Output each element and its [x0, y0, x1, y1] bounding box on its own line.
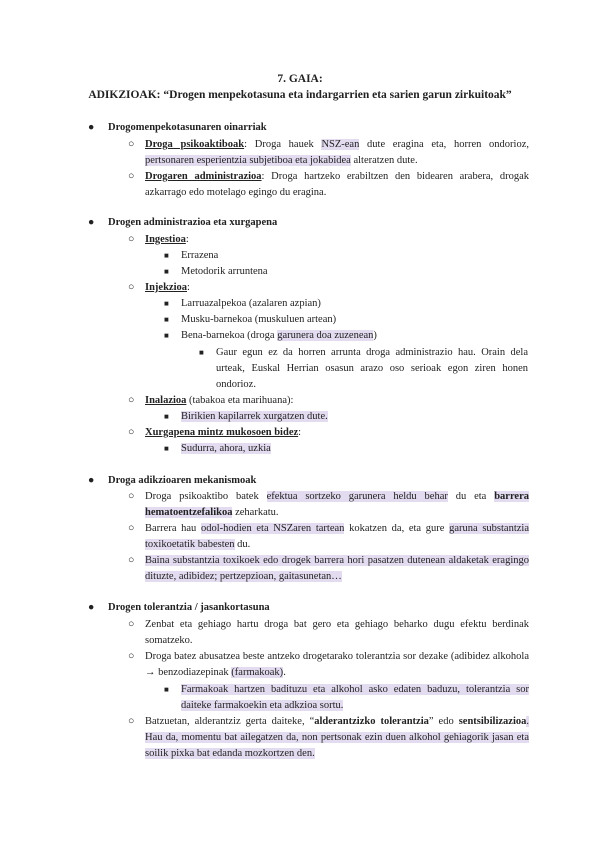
bullet-square: ■ — [164, 412, 169, 421]
sub-item: Birikien kapilarrek xurgatzen dute. — [181, 411, 328, 422]
sub-sub-item: Gaur egun ez da horren arrunta droga administrazio hau. Orain dela urteak, Euskal Herrian osasun arazo oso serioak egon ziren honen ondorioz. — [216, 347, 528, 390]
bullet-disc: ● — [88, 602, 95, 613]
bullet-square: ■ — [164, 331, 169, 340]
list-item-ingestioa: Ingestioa: — [145, 234, 189, 245]
bullet-disc: ● — [88, 217, 95, 228]
bullet-disc: ● — [88, 122, 95, 133]
bullet-disc: ● — [88, 475, 95, 486]
list-item-injekzioa: Injekzioa: — [145, 282, 190, 293]
list-item-abusatzea: Droga batez abusatzea beste antzeko drogetarako tolerantzia sor dezake (adibidez alkohola → benzodiazepinak (farmakoak). — [145, 651, 529, 678]
chapter-title: ADIKZIOAK: “Drogen menpekotasuna eta indargarrien eta sarien garun zirkuitoak” — [88, 89, 512, 101]
sub-item: Sudurra, ahora, uzkia — [181, 443, 271, 454]
bullet-circle: ○ — [128, 395, 135, 406]
sub-item: Farmakoak hartzen badituzu eta alkohol asko edaten baduzu, tolerantzia sor daiteke farmakoekin eta adkzioa sortu. — [181, 684, 529, 711]
list-item-alderantzizko: Batzuetan, alderantziz gerta daiteke, “alderantzizko tolerantzia” edo sentsibilizazioa. Hau da, momentu bat ailegatzen da, non pertsonak ezin duen alkohol gehiagorik jasan eta soilik pixka bat edanda mozkortzen den. — [145, 716, 529, 759]
bullet-square: ■ — [164, 315, 169, 324]
list-item-aldaketak: Baina substantzia toxikoek edo drogek barrera hori pasatzen dutenean aldaketak eragingo dituzte, adibidez; pertzepzioan, gaitasunetan… — [145, 555, 529, 582]
term: Droga psikoaktiboak — [145, 139, 245, 150]
bullet-square: ■ — [164, 685, 169, 694]
list-item-barrera: Barrera hau odol-hodien eta NSZaren tartean kokatzen da, eta gure garuna substantzia toxikoetatik babesten du. — [145, 523, 529, 550]
list-item-droga-psikoaktiboak: Droga psikoaktiboak: Droga hauek NSZ-ean dute eragina eta, horren ondorioz, pertsonaren esperientzia subjetiboa eta jokabidea alteratzen dute. — [145, 139, 529, 166]
bullet-circle: ○ — [128, 139, 135, 150]
list-item-inalazioa: Inalazioa (tabakoa eta marihuana): — [145, 395, 294, 406]
sub-item: Musku-barnekoa (muskuluen artean) — [181, 314, 337, 325]
bullet-circle: ○ — [128, 619, 135, 630]
list-item-efektua: Droga psikoaktibo batek efektua sortzeko garunera heldu behar du eta barrera hematoentzefalikoa zeharkatu. — [145, 491, 529, 518]
sub-item: Errazena — [181, 250, 219, 261]
bullet-circle: ○ — [128, 651, 135, 662]
sub-item: Metodorik arruntena — [181, 266, 268, 277]
bullet-circle: ○ — [128, 234, 135, 245]
bullet-square: ■ — [164, 267, 169, 276]
section-heading-4: Drogen tolerantzia / jasankortasuna — [108, 602, 270, 613]
bullet-circle: ○ — [128, 716, 135, 727]
bullet-circle: ○ — [128, 523, 135, 534]
bullet-circle: ○ — [128, 491, 135, 502]
chapter-number: 7. GAIA: — [277, 73, 323, 85]
list-item-mintz-mukosoak: Xurgapena mintz mukosoen bidez: — [145, 427, 302, 438]
bullet-circle: ○ — [128, 171, 135, 182]
bullet-square: ■ — [199, 348, 204, 357]
bullet-circle: ○ — [128, 427, 135, 438]
bullet-square: ■ — [164, 251, 169, 260]
section-heading-1: Drogomenpekotasunaren oinarriak — [108, 122, 267, 133]
section-heading-2: Drogen administrazioa eta xurgapena — [108, 217, 278, 228]
bullet-circle: ○ — [128, 282, 135, 293]
list-item-drogaren-administrazioa: Drogaren administrazioa: Droga hartzeko erabiltzen den bidearen arabera, drogak azkarrago edo motelago egingo du eragina. — [145, 171, 529, 198]
bullet-square: ■ — [164, 444, 169, 453]
section-heading-3: Droga adikzioaren mekanismoak — [108, 475, 257, 486]
bullet-circle: ○ — [128, 555, 135, 566]
sub-item: Larruazalpekoa (azalaren azpian) — [181, 298, 321, 309]
sub-item: Bena-barnekoa (droga garunera doa zuzenean) — [181, 330, 377, 341]
bullet-square: ■ — [164, 299, 169, 308]
term: Drogaren administrazioa — [145, 171, 262, 182]
list-item-zenbat: Zenbat eta gehiago hartu droga bat gero eta gehiago beharko dugu efektu berdinak somatzeko. — [145, 619, 529, 646]
